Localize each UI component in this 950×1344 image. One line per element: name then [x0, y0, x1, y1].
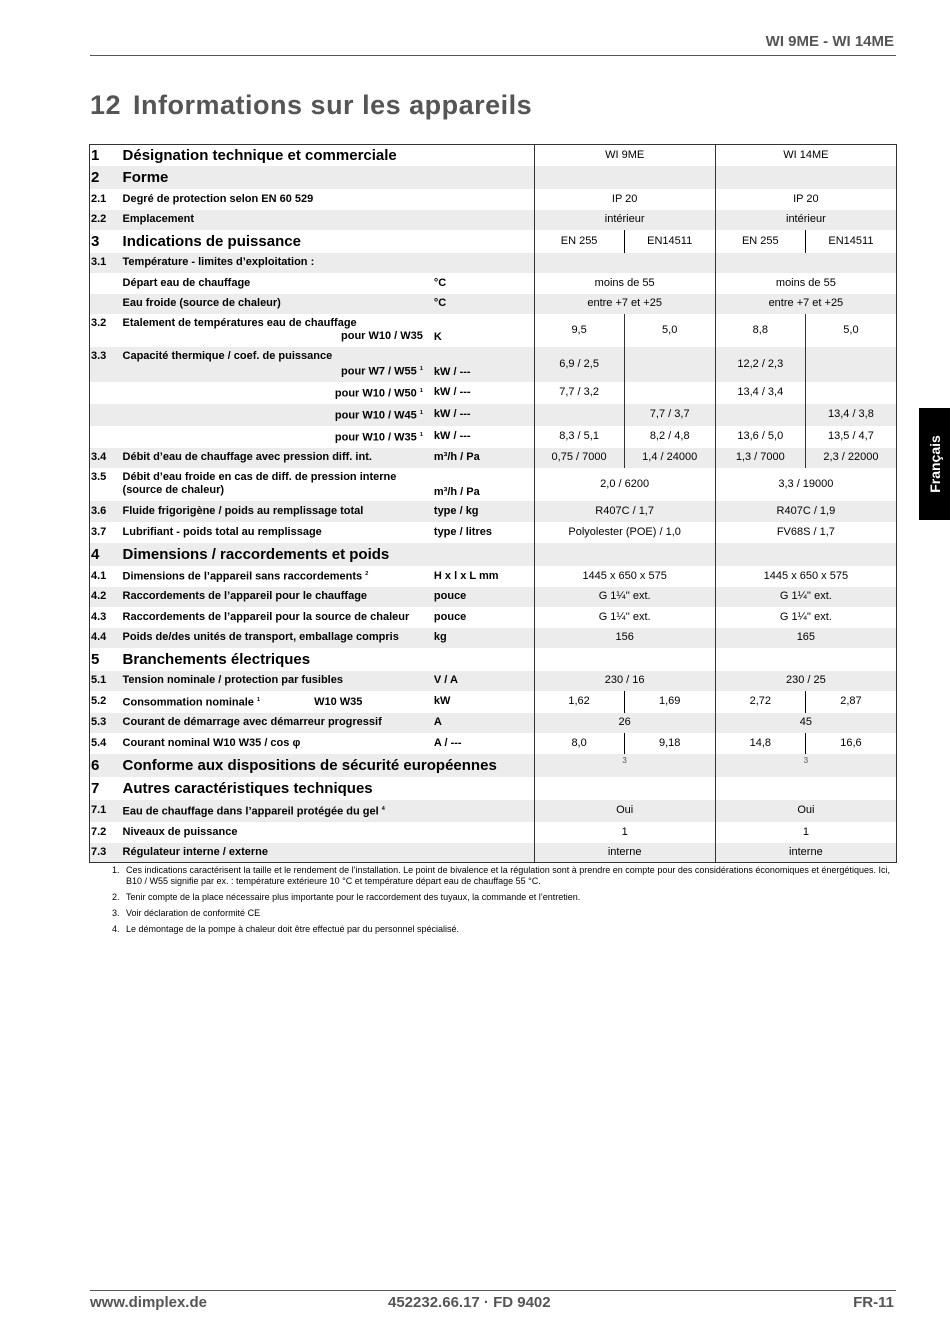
- table-row: [90, 294, 897, 314]
- row-number: 4.4: [90, 628, 123, 648]
- value-9me-en255: [534, 404, 624, 426]
- language-tab-label: Français: [926, 435, 943, 493]
- value-wi9me: 1: [534, 822, 715, 843]
- row-unit: A / ---: [431, 733, 534, 754]
- chapter-title: Informations sur les appareils: [133, 90, 533, 120]
- value-wi9me: interne: [534, 843, 715, 863]
- value-wi14me: 45: [715, 713, 896, 733]
- row-number: 5.1: [90, 671, 123, 691]
- row-number: 7: [90, 777, 123, 800]
- row-label: Capacité thermique / coef. de puissance: [122, 349, 333, 362]
- footnote-ref: 1: [419, 431, 423, 438]
- table-row: [90, 382, 897, 404]
- row-number: 1: [90, 145, 123, 166]
- row-number: 6: [90, 754, 123, 777]
- value-14me-en255: [715, 404, 805, 426]
- table-row: [90, 800, 897, 822]
- row-label: Tension nominale / protection par fusibles: [123, 671, 431, 691]
- row-label: Autres caractéristiques techniques: [123, 777, 535, 800]
- value-14me-en14511: [805, 347, 896, 382]
- value-wi14me: G 1¼'' ext.: [715, 587, 896, 607]
- row-number: 4.2: [90, 587, 123, 607]
- value-9me-a: 8,0: [534, 733, 624, 754]
- value-wi9me: 26: [534, 713, 715, 733]
- value-9me-en255: 6,9 / 2,5: [534, 347, 624, 382]
- row-number: 3.4: [90, 448, 123, 468]
- value-14me-en14511: 2,3 / 22000: [805, 448, 896, 468]
- row-unit: kg: [431, 628, 534, 648]
- row-unit: K: [431, 314, 534, 347]
- page-title: [90, 90, 532, 121]
- row-unit: kW / ---: [431, 404, 534, 426]
- row-number: 2.1: [90, 189, 123, 210]
- table-row: [90, 777, 897, 800]
- table-row: [90, 273, 897, 294]
- row-label: Désignation technique et commerciale: [123, 145, 535, 166]
- footnote: 4. Le démontage de la pompe à chaleur doit être effectué par du personnel spécialisé.: [112, 924, 460, 934]
- row-sublabel: pour W10 / W50: [334, 387, 417, 400]
- table-row: [90, 822, 897, 843]
- table-row: [90, 253, 897, 273]
- row-unit: type / litres: [431, 522, 534, 543]
- value-9me-en14511: 5,0: [624, 314, 715, 347]
- row-number: 7.3: [90, 843, 123, 863]
- footnote-ref: 2: [365, 571, 369, 578]
- row-unit: m³/h / Pa: [431, 468, 534, 501]
- table-row: [90, 230, 897, 253]
- footnote-ref: 1: [419, 387, 423, 394]
- table-row: [90, 145, 897, 166]
- value-9me-b: 9,18: [624, 733, 715, 754]
- value-wi14me: R407C / 1,9: [715, 501, 896, 522]
- row-unit: pouce: [431, 607, 534, 628]
- value-14me-en255: 13,4 / 3,4: [715, 382, 805, 404]
- footnote-ref: 3: [803, 755, 809, 765]
- row-number: 3: [90, 230, 123, 253]
- table-row: [90, 522, 897, 543]
- row-label: Eau froide (source de chaleur): [123, 294, 431, 314]
- row-label: Départ eau de chauffage: [123, 273, 431, 294]
- footnote: 1. Ces indications caractérisent la taille et le rendement de l’installation. Le point de bivalence et la régulation sont à prendre en compte pour des considérations économiques et énergétiques. Ici, B10 / W55 signifie par ex. : température extérieure 10 °C et température départ eau de chauffage 55 °C.: [112, 865, 890, 886]
- value-9me-en255: 9,5: [534, 314, 624, 347]
- value-wi9me: entre +7 et +25: [534, 294, 715, 314]
- row-label: Indications de puissance: [123, 230, 535, 253]
- footnote: 2. Tenir compte de la place nécessaire plus importante pour le raccordement des tuyaux, la commande et l’entretien.: [112, 892, 581, 902]
- table-row: [90, 189, 897, 210]
- value-9me-en14511: [624, 382, 715, 404]
- value-wi9me: moins de 55: [534, 273, 715, 294]
- table-row: [90, 671, 897, 691]
- value-wi9me: G 1¼'' ext.: [534, 607, 715, 628]
- value-9me-a: 1,62: [534, 691, 624, 713]
- row-label: Raccordements de l’appareil pour la source de chaleur: [123, 607, 431, 628]
- table-row: [90, 404, 897, 426]
- table-row: [90, 347, 897, 382]
- row-number: 5: [90, 648, 123, 671]
- value-wi9me: Oui: [534, 800, 715, 822]
- row-label: Fluide frigorigène / poids au remplissage total: [123, 501, 431, 522]
- value-9me-en14511: 7,7 / 3,7: [624, 404, 715, 426]
- row-sublabel: pour W10 / W45: [334, 409, 417, 422]
- row-label: Lubrifiant - poids total au remplissage: [123, 522, 431, 543]
- footnote-ref: 1: [419, 365, 423, 372]
- value-9me-b: 1,69: [624, 691, 715, 713]
- value-9me-en14511: 8,2 / 4,8: [624, 426, 715, 448]
- row-label: Dimensions de l’appareil sans raccordements: [122, 570, 363, 583]
- value-wi9me: 156: [534, 628, 715, 648]
- value-wi9me: 1445 x 650 x 575: [534, 566, 715, 587]
- table-row: [90, 691, 897, 713]
- standard-label: EN 255: [534, 230, 624, 253]
- row-label: Consommation nominale: [122, 696, 254, 709]
- row-label: Courant de démarrage avec démarreur progressif: [123, 713, 431, 733]
- table-row: [90, 501, 897, 522]
- value-wi14me: IP 20: [715, 189, 896, 210]
- row-number: 7.1: [90, 800, 123, 822]
- row-label: Niveaux de puissance: [123, 822, 535, 843]
- row-label: Forme: [123, 166, 535, 189]
- footer-url[interactable]: www.dimplex.de: [90, 1294, 207, 1311]
- row-label: Conforme aux dispositions de sécurité européennes: [123, 754, 535, 777]
- row-number: 3.6: [90, 501, 123, 522]
- spec-table: [89, 144, 897, 863]
- footnote-ref: 4: [381, 805, 385, 812]
- footnote-ref: 3: [622, 755, 627, 765]
- row-number: 3.7: [90, 522, 123, 543]
- row-unit: kW / ---: [431, 382, 534, 404]
- row-label: Etalement de températures eau de chauffage: [122, 317, 357, 329]
- table-row: [90, 543, 897, 566]
- table-row: [90, 166, 897, 189]
- value-wi14me: 165: [715, 628, 896, 648]
- row-label: Eau de chauffage dans l’appareil protégée du gel: [122, 805, 379, 818]
- row-number: 5.3: [90, 713, 123, 733]
- table-row: [90, 587, 897, 607]
- table-row: [90, 754, 897, 777]
- table-row: [90, 426, 897, 448]
- value-14me-a: 14,8: [715, 733, 805, 754]
- footer-doc-number: 452232.66.17 · FD 9402: [388, 1294, 551, 1311]
- row-unit: °C: [431, 294, 534, 314]
- value-wi14me: WI 14ME: [715, 145, 896, 166]
- row-sublabel: pour W10 / W35: [341, 330, 423, 342]
- row-unit: H x l x L mm: [431, 566, 534, 587]
- row-number: 4.3: [90, 607, 123, 628]
- row-sublabel: pour W10 / W35: [334, 431, 417, 444]
- value-wi14me: entre +7 et +25: [715, 294, 896, 314]
- standard-label: EN14511: [805, 230, 896, 253]
- chapter-number: 12: [90, 90, 122, 120]
- page-number: FR-11: [853, 1294, 894, 1311]
- row-unit: m³/h / Pa: [431, 448, 534, 468]
- row-number: 3.2: [90, 314, 123, 347]
- row-label: Débit d’eau froide en cas de diff. de pression interne: [122, 471, 397, 483]
- value-wi14me: 1445 x 650 x 575: [715, 566, 896, 587]
- value-14me-en14511: [805, 382, 896, 404]
- row-unit: kW / ---: [431, 426, 534, 448]
- value-9me-en255: 0,75 / 7000: [534, 448, 624, 468]
- standard-label: EN14511: [624, 230, 715, 253]
- value-wi9me: R407C / 1,7: [534, 501, 715, 522]
- row-label: Dimensions / raccordements et poids: [123, 543, 535, 566]
- table-row: [90, 733, 897, 754]
- row-number: 4: [90, 543, 123, 566]
- row-label: Courant nominal W10 W35 / cos φ: [123, 733, 431, 754]
- row-sublabel: pour W7 / W55: [341, 365, 417, 378]
- row-number: 2: [90, 166, 123, 189]
- row-number: 5.2: [90, 691, 123, 713]
- table-row: [90, 843, 897, 863]
- row-unit: °C: [431, 273, 534, 294]
- language-tab: [919, 408, 950, 520]
- value-14me-en14511: 13,4 / 3,8: [805, 404, 896, 426]
- value-14me-b: 16,6: [805, 733, 896, 754]
- value-wi9me: 2,0 / 6200: [534, 468, 715, 501]
- row-unit: A: [431, 713, 534, 733]
- footnote-ref: 1: [419, 409, 423, 416]
- value-14me-b: 2,87: [805, 691, 896, 713]
- row-label: Débit d’eau de chauffage avec pression diff. int.: [123, 448, 431, 468]
- value-wi9me: Polyolester (POE) / 1,0: [534, 522, 715, 543]
- standard-label: EN 255: [715, 230, 805, 253]
- value-wi14me: FV68S / 1,7: [715, 522, 896, 543]
- value-wi9me: G 1¼'' ext.: [534, 587, 715, 607]
- table-row: [90, 713, 897, 733]
- table-row: [90, 566, 897, 587]
- value-9me-en255: 7,7 / 3,2: [534, 382, 624, 404]
- value-wi9me: WI 9ME: [534, 145, 715, 166]
- table-row: [90, 468, 897, 501]
- value-14me-en14511: 5,0: [805, 314, 896, 347]
- table-row: [90, 314, 897, 347]
- value-14me-en255: 8,8: [715, 314, 805, 347]
- value-9me-en14511: 1,4 / 24000: [624, 448, 715, 468]
- row-label: Emplacement: [123, 210, 535, 230]
- row-number: 4.1: [90, 566, 123, 587]
- footnote: 3. Voir déclaration de conformité CE: [112, 908, 261, 918]
- row-number: 3.1: [90, 253, 123, 273]
- row-number: 5.4: [90, 733, 123, 754]
- row-number: 2.2: [90, 210, 123, 230]
- value-14me-en255: 1,3 / 7000: [715, 448, 805, 468]
- value-14me-en255: 13,6 / 5,0: [715, 426, 805, 448]
- value-wi14me: intérieur: [715, 210, 896, 230]
- value-wi9me: intérieur: [534, 210, 715, 230]
- row-label: Poids de/des unités de transport, emballage compris: [123, 628, 431, 648]
- value-wi14me: moins de 55: [715, 273, 896, 294]
- row-sublabel: W10 W35: [314, 696, 363, 709]
- value-9me-en255: 8,3 / 5,1: [534, 426, 624, 448]
- table-row: [90, 628, 897, 648]
- value-wi9me: IP 20: [534, 189, 715, 210]
- row-label: Température - limites d’exploitation :: [123, 253, 535, 273]
- value-14me-en14511: 13,5 / 4,7: [805, 426, 896, 448]
- value-14me-en255: 12,2 / 2,3: [715, 347, 805, 382]
- row-unit: type / kg: [431, 501, 534, 522]
- value-wi14me: 230 / 25: [715, 671, 896, 691]
- row-label-2: (source de chaleur): [122, 484, 225, 496]
- row-label: Degré de protection selon EN 60 529: [123, 189, 535, 210]
- value-wi14me: 3,3 / 19000: [715, 468, 896, 501]
- value-wi14me: interne: [715, 843, 896, 863]
- row-number: 7.2: [90, 822, 123, 843]
- footnotes: [112, 865, 892, 940]
- value-wi14me: 1: [715, 822, 896, 843]
- row-label: Régulateur interne / externe: [123, 843, 535, 863]
- row-label: Branchements électriques: [123, 648, 535, 671]
- value-wi14me: Oui: [715, 800, 896, 822]
- table-row: [90, 648, 897, 671]
- model-name: WI 9ME - WI 14ME: [765, 33, 894, 50]
- value-9me-en14511: [624, 347, 715, 382]
- row-label: Raccordements de l’appareil pour le chauffage: [123, 587, 431, 607]
- footnote-ref: 1: [257, 696, 261, 703]
- row-unit: kW / ---: [431, 347, 534, 382]
- table-row: [90, 210, 897, 230]
- page-header: [90, 33, 896, 56]
- table-row: [90, 448, 897, 468]
- value-wi14me: G 1¼'' ext.: [715, 607, 896, 628]
- table-row: [90, 607, 897, 628]
- row-number: 3.5: [90, 468, 123, 501]
- row-unit: kW: [431, 691, 534, 713]
- row-number: 3.3: [90, 347, 123, 382]
- page-footer: [90, 1290, 896, 1311]
- row-unit: V / A: [431, 671, 534, 691]
- value-14me-a: 2,72: [715, 691, 805, 713]
- value-wi9me: 230 / 16: [534, 671, 715, 691]
- row-unit: pouce: [431, 587, 534, 607]
